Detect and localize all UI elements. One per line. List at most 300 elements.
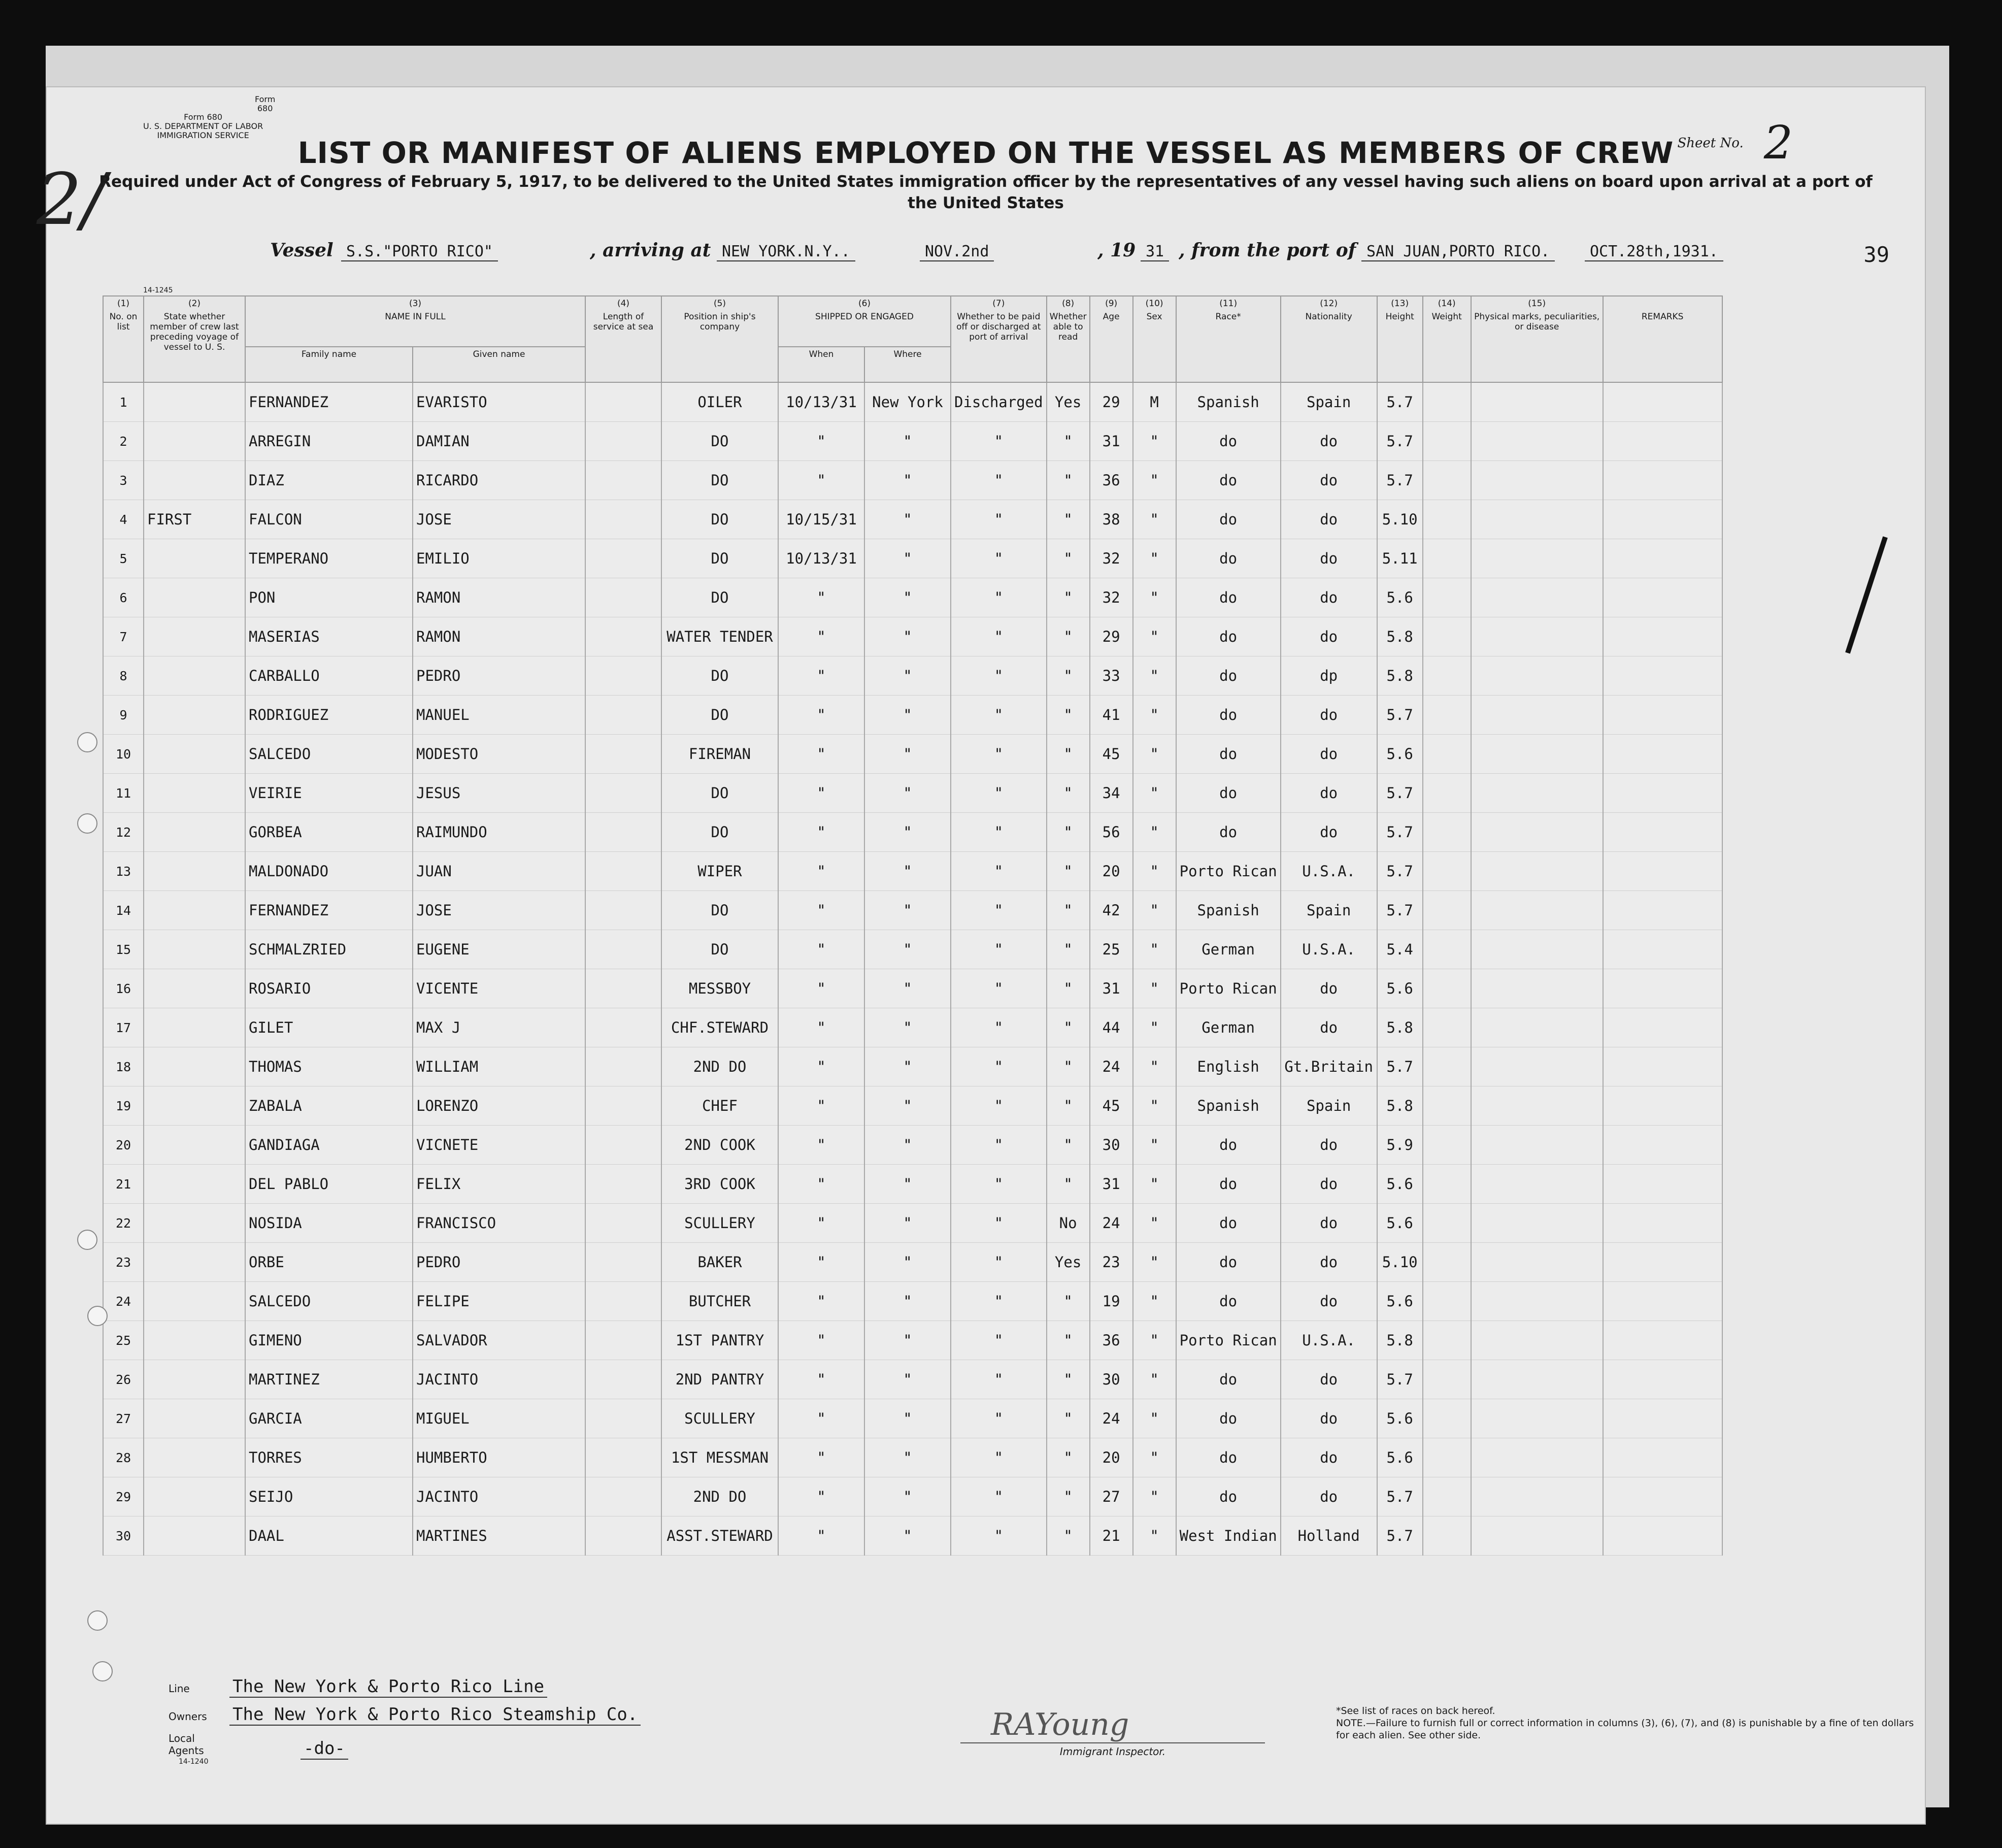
cell-nationality: do — [1281, 1399, 1377, 1438]
cell-no: 5 — [103, 539, 144, 578]
cell-no: 8 — [103, 656, 144, 696]
cell-weight — [1423, 774, 1471, 813]
cell-given: WILLIAM — [413, 1047, 585, 1086]
punch-hole — [87, 1610, 108, 1631]
punch-hole — [87, 1306, 108, 1326]
cell-sex: " — [1133, 696, 1176, 735]
cell-race: English — [1176, 1047, 1281, 1086]
cell-height: 5.6 — [1377, 735, 1423, 774]
cell-when: " — [778, 774, 864, 813]
cell-remarks — [1603, 735, 1722, 774]
cell-los — [585, 1321, 661, 1360]
cell-race: Spanish — [1176, 382, 1281, 422]
cell-sex: " — [1133, 1438, 1176, 1477]
cell-height: 5.8 — [1377, 1086, 1423, 1126]
cell-age: 29 — [1090, 382, 1133, 422]
cell-sex: " — [1133, 1477, 1176, 1516]
cell-where: " — [864, 930, 951, 969]
cell-remarks — [1603, 1438, 1722, 1477]
cell-paid: " — [951, 1399, 1047, 1438]
col-header-family-name: Family name — [245, 347, 413, 382]
table-row — [103, 1204, 1722, 1243]
cell-weight — [1423, 930, 1471, 969]
table-row — [103, 1126, 1722, 1165]
punch-hole — [77, 732, 97, 752]
cell-family: FALCON — [245, 500, 413, 539]
cell-nationality: do — [1281, 735, 1377, 774]
cell-physical — [1471, 969, 1603, 1008]
cell-read: Yes — [1047, 1243, 1090, 1282]
cell-position: DO — [661, 422, 778, 461]
cell-prev — [144, 1086, 245, 1126]
cell-paid: " — [951, 1165, 1047, 1204]
cell-remarks — [1603, 969, 1722, 1008]
cell-remarks — [1603, 1204, 1722, 1243]
cell-los — [585, 1438, 661, 1477]
cell-when: " — [778, 735, 864, 774]
line-label: Line — [169, 1682, 190, 1695]
cell-position: 2ND COOK — [661, 1126, 778, 1165]
cell-height: 5.10 — [1377, 500, 1423, 539]
cell-read: " — [1047, 852, 1090, 891]
cell-sex: " — [1133, 735, 1176, 774]
cell-weight — [1423, 500, 1471, 539]
cell-no: 15 — [103, 930, 144, 969]
cell-given: LORENZO — [413, 1086, 585, 1126]
cell-given: JACINTO — [413, 1477, 585, 1516]
cell-sex: " — [1133, 891, 1176, 930]
cell-prev — [144, 735, 245, 774]
cell-read: " — [1047, 735, 1090, 774]
cell-weight — [1423, 852, 1471, 891]
cell-los — [585, 617, 661, 656]
table-row — [103, 1165, 1722, 1204]
cell-nationality: do — [1281, 617, 1377, 656]
cell-physical — [1471, 735, 1603, 774]
department-label: U. S. DEPARTMENT OF LABOR — [143, 121, 263, 131]
cell-when: " — [778, 1438, 864, 1477]
cell-position: WATER TENDER — [661, 617, 778, 656]
cell-age: 45 — [1090, 1086, 1133, 1126]
cell-sex: " — [1133, 930, 1176, 969]
cell-paid: " — [951, 539, 1047, 578]
col-header-given-name: Given name — [413, 347, 585, 382]
cell-family: SEIJO — [245, 1477, 413, 1516]
cell-height: 5.8 — [1377, 1321, 1423, 1360]
col-header-weight: (14) Weight — [1423, 296, 1471, 382]
col-header-read: (8) Whether able to read — [1047, 296, 1090, 382]
cell-los — [585, 930, 661, 969]
cell-height: 5.4 — [1377, 930, 1423, 969]
cell-no: 26 — [103, 1360, 144, 1399]
cell-no: 11 — [103, 774, 144, 813]
cell-given: RAMON — [413, 617, 585, 656]
cell-remarks — [1603, 422, 1722, 461]
cell-position: DO — [661, 774, 778, 813]
cell-weight — [1423, 813, 1471, 852]
cell-height: 5.7 — [1377, 774, 1423, 813]
owners-field — [169, 1704, 641, 1725]
cell-remarks — [1603, 617, 1722, 656]
cell-paid: " — [951, 1321, 1047, 1360]
cell-family: SCHMALZRIED — [245, 930, 413, 969]
cell-height: 5.8 — [1377, 1008, 1423, 1047]
cell-sex: " — [1133, 1126, 1176, 1165]
table-row — [103, 1438, 1722, 1477]
cell-remarks — [1603, 813, 1722, 852]
cell-prev — [144, 696, 245, 735]
cell-when: " — [778, 1047, 864, 1086]
cell-race: do — [1176, 1438, 1281, 1477]
cell-los — [585, 1126, 661, 1165]
cell-read: " — [1047, 539, 1090, 578]
vessel-name: S.S."PORTO RICO" — [341, 243, 498, 261]
cell-weight — [1423, 969, 1471, 1008]
cell-physical — [1471, 1321, 1603, 1360]
cell-remarks — [1603, 1165, 1722, 1204]
col-header-position: (5) Position in ship's company — [661, 296, 778, 382]
cell-los — [585, 422, 661, 461]
cell-prev — [144, 969, 245, 1008]
cell-when: " — [778, 656, 864, 696]
cell-age: 24 — [1090, 1047, 1133, 1086]
cell-given: SALVADOR — [413, 1321, 585, 1360]
cell-los — [585, 969, 661, 1008]
cell-no: 6 — [103, 578, 144, 617]
cell-prev — [144, 578, 245, 617]
agents-label: Local Agents — [169, 1732, 204, 1757]
cell-nationality: do — [1281, 1282, 1377, 1321]
cell-remarks — [1603, 461, 1722, 500]
cell-nationality: do — [1281, 813, 1377, 852]
cell-paid: " — [951, 813, 1047, 852]
table-row — [103, 422, 1722, 461]
cell-read: " — [1047, 1321, 1090, 1360]
cell-where: " — [864, 1008, 951, 1047]
cell-age: 20 — [1090, 852, 1133, 891]
cell-where: " — [864, 1477, 951, 1516]
cell-where: " — [864, 461, 951, 500]
cell-read: " — [1047, 422, 1090, 461]
cell-remarks — [1603, 1008, 1722, 1047]
cell-height: 5.7 — [1377, 891, 1423, 930]
cell-age: 36 — [1090, 1321, 1133, 1360]
cell-los — [585, 1243, 661, 1282]
cell-position: SCULLERY — [661, 1399, 778, 1438]
cell-race: do — [1176, 1360, 1281, 1399]
col-header-remarks: REMARKS — [1603, 296, 1722, 382]
cell-remarks — [1603, 1477, 1722, 1516]
cell-paid: " — [951, 422, 1047, 461]
cell-los — [585, 1204, 661, 1243]
cell-sex: " — [1133, 656, 1176, 696]
cell-given: PEDRO — [413, 1243, 585, 1282]
cell-nationality: U.S.A. — [1281, 930, 1377, 969]
cell-height: 5.6 — [1377, 1165, 1423, 1204]
manifest-sheet — [37, 86, 1926, 1825]
cell-where: " — [864, 617, 951, 656]
cell-position: DO — [661, 578, 778, 617]
departure-port: SAN JUAN,PORTO RICO. — [1361, 243, 1555, 261]
form-code: 14-1245 — [143, 286, 173, 294]
cell-height: 5.7 — [1377, 1516, 1423, 1556]
table-row — [103, 1477, 1722, 1516]
cell-sex: " — [1133, 1204, 1176, 1243]
header-row-1 — [103, 296, 1722, 347]
cell-weight — [1423, 461, 1471, 500]
cell-prev — [144, 891, 245, 930]
cell-race: West Indian — [1176, 1516, 1281, 1556]
cell-race: do — [1176, 813, 1281, 852]
cell-given: EMILIO — [413, 539, 585, 578]
cell-sex: " — [1133, 578, 1176, 617]
cell-physical — [1471, 578, 1603, 617]
col-header-prev-voyage: (2) State whether member of crew last preceding voyage of vessel to U. S. — [144, 296, 245, 382]
cell-weight — [1423, 617, 1471, 656]
cell-prev — [144, 930, 245, 969]
cell-prev — [144, 1008, 245, 1047]
agents-value: -do- — [301, 1738, 348, 1760]
cell-given: MIGUEL — [413, 1399, 585, 1438]
cell-age: 38 — [1090, 500, 1133, 539]
cell-position: SCULLERY — [661, 1204, 778, 1243]
cell-position: DO — [661, 891, 778, 930]
cell-age: 36 — [1090, 461, 1133, 500]
cell-age: 25 — [1090, 930, 1133, 969]
cell-prev — [144, 1204, 245, 1243]
cell-family: CARBALLO — [245, 656, 413, 696]
cell-physical — [1471, 1086, 1603, 1126]
cell-weight — [1423, 891, 1471, 930]
cell-paid: " — [951, 969, 1047, 1008]
cell-given: RICARDO — [413, 461, 585, 500]
col-header-physical-marks: (15) Physical marks, peculiarities, or disease — [1471, 296, 1603, 382]
cell-race: do — [1176, 1243, 1281, 1282]
cell-given: RAIMUNDO — [413, 813, 585, 852]
cell-family: DEL PABLO — [245, 1165, 413, 1204]
col-header-race: (11) Race* — [1176, 296, 1281, 382]
footer-notes — [1336, 1705, 1920, 1741]
cell-when: " — [778, 1126, 864, 1165]
cell-where: " — [864, 1204, 951, 1243]
cell-when: " — [778, 422, 864, 461]
cell-race: do — [1176, 656, 1281, 696]
cell-family: RODRIGUEZ — [245, 696, 413, 735]
cell-physical — [1471, 1360, 1603, 1399]
cell-position: ASST.STEWARD — [661, 1516, 778, 1556]
cell-age: 41 — [1090, 696, 1133, 735]
cell-when: " — [778, 930, 864, 969]
cell-paid: " — [951, 891, 1047, 930]
cell-age: 32 — [1090, 539, 1133, 578]
cell-no: 19 — [103, 1086, 144, 1126]
table-row — [103, 930, 1722, 969]
crew-manifest-table — [103, 295, 1723, 1556]
cell-weight — [1423, 1126, 1471, 1165]
cell-nationality: U.S.A. — [1281, 852, 1377, 891]
cell-no: 14 — [103, 891, 144, 930]
table-row — [103, 969, 1722, 1008]
cell-height: 5.7 — [1377, 696, 1423, 735]
arriving-label: , arriving at — [590, 240, 711, 261]
cell-no: 23 — [103, 1243, 144, 1282]
cell-when: " — [778, 578, 864, 617]
cell-family: TEMPERANO — [245, 539, 413, 578]
cell-when: " — [778, 1516, 864, 1556]
cell-where: " — [864, 1126, 951, 1165]
cell-physical — [1471, 461, 1603, 500]
cell-when: " — [778, 1165, 864, 1204]
cell-nationality: U.S.A. — [1281, 1321, 1377, 1360]
cell-paid: " — [951, 461, 1047, 500]
cell-where: " — [864, 1282, 951, 1321]
line-value: The New York & Porto Rico Line — [229, 1676, 547, 1698]
cell-paid: " — [951, 500, 1047, 539]
stamped-page-number: 39 — [1863, 242, 1889, 267]
cell-no: 30 — [103, 1516, 144, 1556]
cell-weight — [1423, 1282, 1471, 1321]
cell-read: " — [1047, 1516, 1090, 1556]
col-header-sex: (10) Sex — [1133, 296, 1176, 382]
col-header-age: (9) Age — [1090, 296, 1133, 382]
cell-read: " — [1047, 1165, 1090, 1204]
cell-family: ARREGIN — [245, 422, 413, 461]
cell-physical — [1471, 1438, 1603, 1477]
year-suffix: 31 — [1141, 243, 1169, 261]
cell-los — [585, 1165, 661, 1204]
cell-physical — [1471, 852, 1603, 891]
cell-remarks — [1603, 1282, 1722, 1321]
cell-where: " — [864, 1243, 951, 1282]
table-row — [103, 656, 1722, 696]
cell-sex: " — [1133, 774, 1176, 813]
col-header-where: Where — [864, 347, 951, 382]
cell-position: 2ND DO — [661, 1477, 778, 1516]
cell-no: 18 — [103, 1047, 144, 1086]
cell-race: do — [1176, 461, 1281, 500]
cell-race: Spanish — [1176, 1086, 1281, 1126]
cell-sex: " — [1133, 969, 1176, 1008]
cell-physical — [1471, 1165, 1603, 1204]
cell-family: ORBE — [245, 1243, 413, 1282]
document-title: LIST OR MANIFEST OF ALIENS EMPLOYED ON THE VESSEL AS MEMBERS OF CREW — [297, 136, 1674, 170]
cell-given: JUAN — [413, 852, 585, 891]
cell-given: VICNETE — [413, 1126, 585, 1165]
cell-given: PEDRO — [413, 656, 585, 696]
punch-hole — [77, 813, 97, 834]
cell-where: " — [864, 735, 951, 774]
service-label: IMMIGRATION SERVICE — [157, 130, 249, 140]
cell-physical — [1471, 1399, 1603, 1438]
cell-no: 2 — [103, 422, 144, 461]
cell-nationality: Spain — [1281, 382, 1377, 422]
cell-prev — [144, 774, 245, 813]
cell-paid: " — [951, 774, 1047, 813]
cell-where: New York — [864, 382, 951, 422]
cell-family: ROSARIO — [245, 969, 413, 1008]
cell-given: HUMBERTO — [413, 1438, 585, 1477]
crew-table-body — [103, 382, 1722, 1556]
cell-paid: " — [951, 1282, 1047, 1321]
cell-physical — [1471, 656, 1603, 696]
cell-los — [585, 539, 661, 578]
cell-sex: " — [1133, 813, 1176, 852]
cell-sex: " — [1133, 539, 1176, 578]
vessel-info-row — [219, 240, 1894, 265]
cell-read: " — [1047, 617, 1090, 656]
cell-paid: " — [951, 1204, 1047, 1243]
cell-sex: " — [1133, 1399, 1176, 1438]
cell-weight — [1423, 578, 1471, 617]
cell-race: German — [1176, 930, 1281, 969]
cell-remarks — [1603, 1086, 1722, 1126]
cell-race: do — [1176, 696, 1281, 735]
cell-prev — [144, 382, 245, 422]
cell-read: " — [1047, 969, 1090, 1008]
table-row — [103, 852, 1722, 891]
cell-los — [585, 813, 661, 852]
cell-when: " — [778, 1360, 864, 1399]
cell-position: DO — [661, 813, 778, 852]
cell-weight — [1423, 1165, 1471, 1204]
cell-height: 5.7 — [1377, 461, 1423, 500]
year-prefix: , 19 — [1097, 240, 1136, 261]
cell-race: do — [1176, 617, 1281, 656]
cell-where: " — [864, 500, 951, 539]
col-header-name: (3) NAME IN FULL — [245, 296, 585, 347]
cell-race: do — [1176, 735, 1281, 774]
cell-prev — [144, 1360, 245, 1399]
col-header-height: (13) Height — [1377, 296, 1423, 382]
cell-no: 4 — [103, 500, 144, 539]
cell-paid: " — [951, 1008, 1047, 1047]
cell-given: FELIPE — [413, 1282, 585, 1321]
cell-no: 17 — [103, 1008, 144, 1047]
cell-los — [585, 735, 661, 774]
cell-physical — [1471, 813, 1603, 852]
cell-sex: " — [1133, 1243, 1176, 1282]
note-races: *See list of races on back hereof. — [1336, 1705, 1495, 1717]
cell-physical — [1471, 930, 1603, 969]
cell-race: do — [1176, 500, 1281, 539]
cell-race: Spanish — [1176, 891, 1281, 930]
cell-given: JESUS — [413, 774, 585, 813]
cell-paid: " — [951, 578, 1047, 617]
cell-when: 10/13/31 — [778, 539, 864, 578]
cell-weight — [1423, 1477, 1471, 1516]
cell-nationality: do — [1281, 578, 1377, 617]
cell-when: " — [778, 461, 864, 500]
cell-nationality: do — [1281, 1243, 1377, 1282]
cell-age: 31 — [1090, 969, 1133, 1008]
cell-height: 5.7 — [1377, 852, 1423, 891]
cell-where: " — [864, 1086, 951, 1126]
cell-race: Porto Rican — [1176, 1321, 1281, 1360]
cell-age: 34 — [1090, 774, 1133, 813]
cell-prev — [144, 813, 245, 852]
cell-prev — [144, 539, 245, 578]
cell-los — [585, 852, 661, 891]
cell-los — [585, 1360, 661, 1399]
cell-prev — [144, 461, 245, 500]
cell-read: " — [1047, 1399, 1090, 1438]
cell-race: do — [1176, 539, 1281, 578]
cell-prev — [144, 1399, 245, 1438]
cell-age: 42 — [1090, 891, 1133, 930]
col-header-shipped: (6) SHIPPED OR ENGAGED — [778, 296, 951, 347]
cell-read: " — [1047, 500, 1090, 539]
cell-paid: " — [951, 735, 1047, 774]
